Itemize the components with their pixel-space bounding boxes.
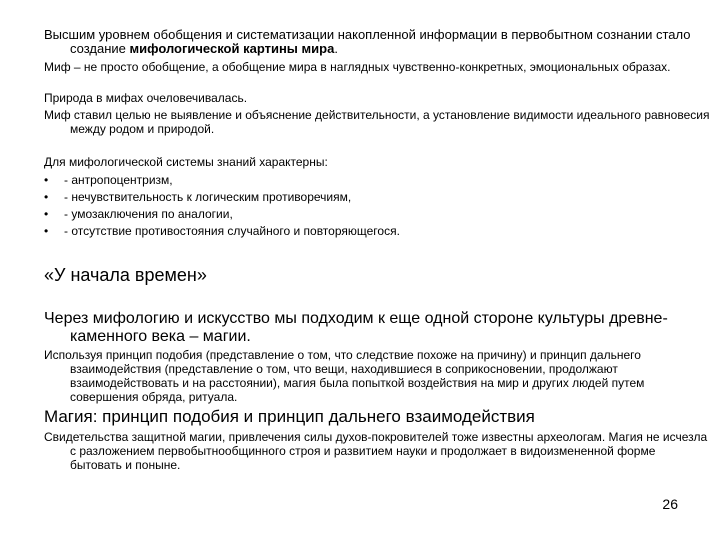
list-item-text: - антропоцентризм,	[64, 173, 173, 187]
list-item	[44, 172, 400, 189]
list-item	[44, 189, 400, 206]
bold-term: мифологической картины мира	[129, 41, 335, 56]
paragraph-text-end: .	[334, 41, 338, 56]
list-item-text: - умозаключения по аналогии,	[64, 207, 233, 221]
bullet-marker: •	[44, 190, 49, 204]
paragraph-text: Высшим уровнем обобщения и систематизации накопленной информации в первобытном сознании стало создание	[44, 27, 691, 56]
paragraph-magic-intro: Через мифологию и искусство мы подходим к еще одной стороне культуры древне-каменного века – магии.	[44, 310, 668, 345]
paragraph-mythological-worldview	[44, 28, 710, 56]
list-item	[44, 223, 400, 240]
bullet-marker: •	[44, 207, 49, 221]
bullet-marker: •	[44, 173, 49, 187]
paragraph-nature: Природа в мифах очеловечивалась.	[44, 91, 248, 105]
list-item	[44, 206, 400, 223]
paragraph-myth-goal: Миф ставил целью не выявление и объяснение действительности, а установление видимости идеального равновесия между родом и природой.	[44, 108, 710, 136]
paragraph-protective-magic: Свидетельства защитной магии, привлечения силы духов-покровителей тоже известны археологам. Магия не исчезла с разложением первобытнообщинного строя и развитием науки и продолжает в видоизмененной форме бытовать и поныне.	[44, 430, 708, 472]
paragraph-myth-definition: Миф – не просто обобщение, а обобщение мира в наглядных чувственно-конкретных, эмоциональных образах.	[44, 60, 671, 74]
page-number: 26	[662, 496, 678, 512]
paragraph-characteristics-intro: Для мифологической системы знаний характерны:	[44, 155, 328, 169]
paragraph-magic-principles: Используя принцип подобия (представление о том, что следствие похоже на причину) и принцип дальнего взаимодействия (представление о том, что вещи, находившиеся в соприкосновении, продолжают взаимодействовать и на расстоянии), магия была попыткой воздействия на мир и других людей путем совершения обряда, ритуала.	[44, 348, 645, 404]
bullet-marker: •	[44, 224, 49, 238]
list-item-text: - нечувствительность к логическим противоречиям,	[64, 190, 352, 204]
list-item-text: - отсутствие противостояния случайного и повторяющегося.	[64, 224, 400, 238]
section-heading-magic-principles: Магия: принцип подобия и принцип дальнего взаимодействия	[44, 407, 535, 426]
characteristics-list	[44, 172, 400, 240]
section-heading-beginning-of-time: «У начала времен»	[44, 265, 207, 285]
